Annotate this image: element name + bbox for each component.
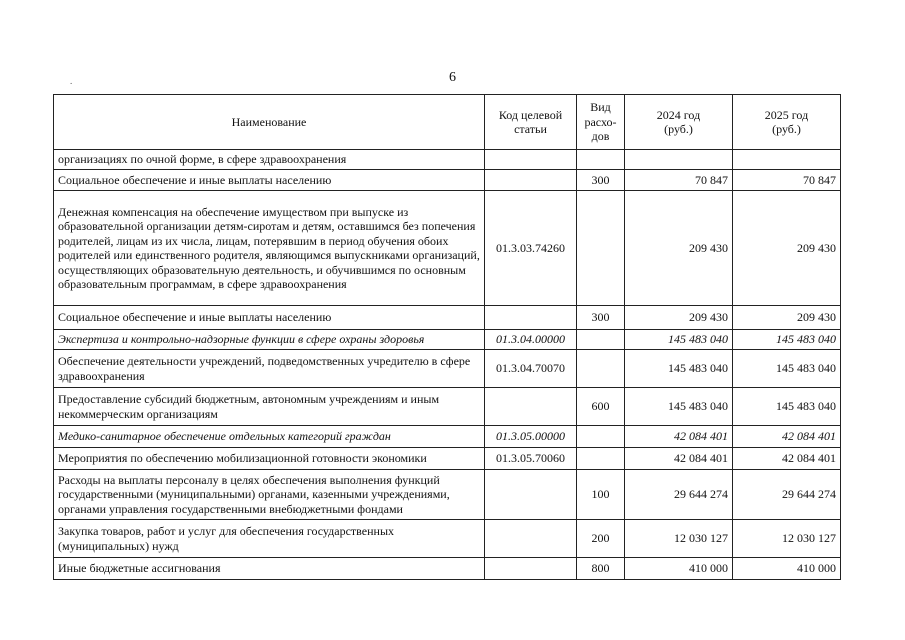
cell-2024: 70 847 <box>625 170 733 191</box>
cell-kind <box>577 426 625 448</box>
cell-2024: 42 084 401 <box>625 448 733 470</box>
cell-2024 <box>625 150 733 170</box>
cell-2025: 42 084 401 <box>733 448 841 470</box>
cell-name: Иные бюджетные ассигнования <box>54 558 485 580</box>
cell-2024: 145 483 040 <box>625 388 733 426</box>
cell-code: 01.3.04.00000 <box>485 330 577 350</box>
cell-name: организациях по очной форме, в сфере здравоохранения <box>54 150 485 170</box>
cell-2025: 145 483 040 <box>733 350 841 388</box>
table-row <box>54 150 841 170</box>
cell-code <box>485 388 577 426</box>
cell-kind <box>577 350 625 388</box>
table-row <box>54 520 841 558</box>
cell-2025: 42 084 401 <box>733 426 841 448</box>
cell-name: Предоставление субсидий бюджетным, автономным учреждениям и иным некоммерческим организациям <box>54 388 485 426</box>
cell-2025: 145 483 040 <box>733 388 841 426</box>
table-row <box>54 350 841 388</box>
cell-2024: 29 644 274 <box>625 470 733 520</box>
cell-kind: 300 <box>577 170 625 191</box>
cell-kind <box>577 191 625 306</box>
cell-2024: 145 483 040 <box>625 350 733 388</box>
table-row <box>54 470 841 520</box>
header-2025: 2025 год (руб.) <box>733 95 841 150</box>
cell-2025 <box>733 150 841 170</box>
cell-name: Социальное обеспечение и иные выплаты населению <box>54 170 485 191</box>
cell-2025: 145 483 040 <box>733 330 841 350</box>
cell-kind <box>577 150 625 170</box>
table-row <box>54 558 841 580</box>
header-code: Код целевой статьи <box>485 95 577 150</box>
header-row <box>54 95 841 150</box>
cell-code: 01.3.05.70060 <box>485 448 577 470</box>
cell-code <box>485 170 577 191</box>
cell-kind: 200 <box>577 520 625 558</box>
cell-name: Расходы на выплаты персоналу в целях обеспечения выполнения функций государственными (муниципальными) органами, казенными учреждениями, органами управления государственными внебюджетными фондами <box>54 470 485 520</box>
table-row-section <box>54 330 841 350</box>
cell-name: Экспертиза и контрольно-надзорные функции в сфере охраны здоровья <box>54 330 485 350</box>
cell-2025: 70 847 <box>733 170 841 191</box>
table-row <box>54 306 841 330</box>
header-name: Наименование <box>54 95 485 150</box>
table-row <box>54 388 841 426</box>
cell-code: 01.3.05.00000 <box>485 426 577 448</box>
cell-kind: 300 <box>577 306 625 330</box>
cell-name: Обеспечение деятельности учреждений, подведомственных учредителю в сфере здравоохранения <box>54 350 485 388</box>
cell-name: Социальное обеспечение и иные выплаты населению <box>54 306 485 330</box>
cell-code <box>485 150 577 170</box>
scan-speck: . <box>70 76 73 86</box>
cell-name: Закупка товаров, работ и услуг для обеспечения государственных (муниципальных) нужд <box>54 520 485 558</box>
cell-kind: 800 <box>577 558 625 580</box>
cell-kind <box>577 330 625 350</box>
cell-2024: 410 000 <box>625 558 733 580</box>
cell-name: Медико-санитарное обеспечение отдельных категорий граждан <box>54 426 485 448</box>
cell-kind <box>577 448 625 470</box>
cell-2025: 209 430 <box>733 306 841 330</box>
table-row <box>54 170 841 191</box>
table-row <box>54 448 841 470</box>
budget-table <box>53 94 841 580</box>
cell-2025: 29 644 274 <box>733 470 841 520</box>
page-number: 6 <box>449 70 456 85</box>
cell-2024: 145 483 040 <box>625 330 733 350</box>
cell-kind: 100 <box>577 470 625 520</box>
cell-name: Мероприятия по обеспечению мобилизационной готовности экономики <box>54 448 485 470</box>
header-kind: Вид расхо- дов <box>577 95 625 150</box>
cell-code <box>485 558 577 580</box>
cell-kind: 600 <box>577 388 625 426</box>
cell-code <box>485 306 577 330</box>
cell-2025: 410 000 <box>733 558 841 580</box>
cell-2025: 209 430 <box>733 191 841 306</box>
table-row-section <box>54 426 841 448</box>
cell-code <box>485 470 577 520</box>
table-row <box>54 191 841 306</box>
cell-2024: 12 030 127 <box>625 520 733 558</box>
cell-code <box>485 520 577 558</box>
cell-2024: 42 084 401 <box>625 426 733 448</box>
header-2024: 2024 год (руб.) <box>625 95 733 150</box>
cell-code: 01.3.04.70070 <box>485 350 577 388</box>
cell-2024: 209 430 <box>625 306 733 330</box>
cell-name: Денежная компенсация на обеспечение имуществом при выпуске из образовательной организации детям-сиротам и детям, оставшимся без попечения родителей, лицам из их числа, лицам, потерявшим в период обучения обоих родителей или единственного родителя, являющимся выпускниками организаций, осуществляющих образовательную деятельность, и обучившимся по основным образовательным программам, в сфере здравоохранения <box>54 191 485 306</box>
cell-code: 01.3.03.74260 <box>485 191 577 306</box>
cell-2025: 12 030 127 <box>733 520 841 558</box>
cell-2024: 209 430 <box>625 191 733 306</box>
